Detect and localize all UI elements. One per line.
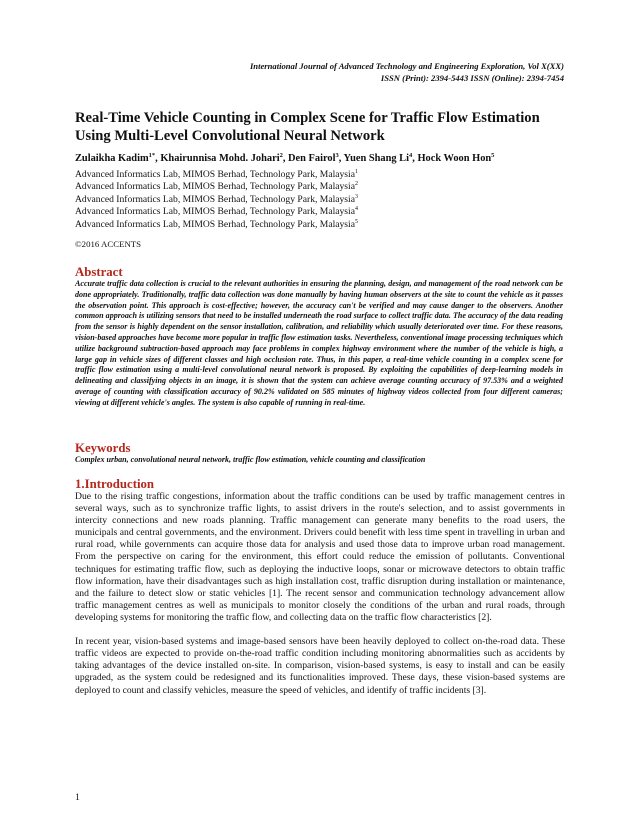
author-superscript: 1* xyxy=(148,152,156,159)
introduction-paragraph: In recent year, vision-based systems and image-based sensors have been heavily deployed to collect on-the-road data. These traffic videos are expected to provide on-the-road traffic condition including monitoring abnormalities such as accidents by taking advantages of the device installed on-site. In comparison, vision-based systems, is easy to install and can be easily upgraded, as the system could be redesigned and its functionalities improved. These days, these vision-based systems are deployed to count and classify vehicles, measure the speed of vehicles, and identify of traffic incidents [3]. xyxy=(75,636,565,696)
keywords-text: Complex urban, convolutional neural network, traffic flow estimation, vehicle counting and classification xyxy=(75,455,426,464)
affiliation-superscript: 3 xyxy=(354,193,358,200)
affiliation-line xyxy=(75,181,575,193)
affiliation-text: Advanced Informatics Lab, MIMOS Berhad, Technology Park, Malaysia xyxy=(75,193,355,205)
keywords-heading: Keywords xyxy=(75,441,131,455)
affiliation-line xyxy=(75,206,575,218)
author-superscript: 2 xyxy=(279,152,283,159)
author-separator: , xyxy=(412,153,418,164)
author-name: Yuen Shang Li xyxy=(343,153,409,164)
affiliation-superscript: 4 xyxy=(354,206,358,213)
affiliation-line xyxy=(75,169,575,181)
affiliation-text: Advanced Informatics Lab, MIMOS Berhad, Technology Park, Malaysia xyxy=(75,218,355,230)
abstract-heading: Abstract xyxy=(75,265,123,279)
journal-header xyxy=(250,60,564,84)
author-superscript: 5 xyxy=(491,152,495,159)
affiliation-line xyxy=(75,219,575,231)
page-number: 1 xyxy=(75,792,80,803)
author-name: Den Fairol xyxy=(288,153,336,164)
journal-issn: ISSN (Print): 2394-5443 ISSN (Online): 2394-7454 xyxy=(380,73,564,83)
copyright-notice: ©2016 ACCENTS xyxy=(75,239,142,249)
affiliation-text: Advanced Informatics Lab, MIMOS Berhad, Technology Park, Malaysia xyxy=(75,181,355,193)
author-separator: , xyxy=(282,153,289,164)
introduction-body xyxy=(75,491,565,709)
author-separator: , xyxy=(155,153,161,164)
author-name: Hock Woon Hon xyxy=(417,153,492,164)
author-separator: , xyxy=(338,153,344,164)
author-name: Khairunnisa Mohd. Johari xyxy=(160,153,280,164)
author-name: Zulaikha Kadim xyxy=(75,153,149,164)
introduction-heading: 1.Introduction xyxy=(75,477,155,491)
author-list xyxy=(75,152,575,165)
affiliation-line xyxy=(75,194,575,206)
affiliation-text: Advanced Informatics Lab, MIMOS Berhad, Technology Park, Malaysia xyxy=(75,206,355,218)
author-superscript: 3 xyxy=(335,152,339,159)
affiliation-superscript: 2 xyxy=(354,181,358,188)
journal-title: International Journal of Advanced Technology and Engineering Exploration, Vol X(XX) xyxy=(249,61,564,71)
affiliation-text: Advanced Informatics Lab, MIMOS Berhad, Technology Park, Malaysia xyxy=(75,169,355,180)
affiliation-list xyxy=(75,169,575,231)
author-superscript: 4 xyxy=(409,152,413,159)
abstract-text: Accurate traffic data collection is crucial to the relevant authorities in ensuring the planning, design, and management of the road network can be done appropriately. Traditionally, traffic data collection was done manually by having human observers at the site to count the vehicle as it passes the observation point. This approach is cost-effective; however, the accuracy can't be verified and may cause danger to the observers. Another common approach is utilizing sensors that need to be installed underneath the road surface to collect traffic data. The accuracy of the data reading from the sensor is highly dependent on the sensor installation, calibration, and reliability which usually deteriorated over time. For these reasons, vision-based approaches have become more popular in traffic flow estimation tasks. Nevertheless, conventional image processing techniques which utilize background subtraction-based approach may face problems in complex highway environment where the number of the vehicle is high, a large gap in vehicle sizes of different classes and high occlusion rate. Thus, in this paper, a real-time vehicle counting in a complex scene for traffic flow estimation using a multi-level convolutional neural network is proposed. By exploiting the capabilities of deep-learning models in delineating and classifying objects in an image, it is shown that the system can achieve average counting accuracy of 97.53% and a weighted average of counting with classification accuracy of 90.2% validated on 585 minutes of highway videos collected from four different cameras; viewing at different vehicle's angles. The system is also capable of running in real-time. xyxy=(75,279,563,407)
introduction-paragraph: Due to the rising traffic congestions, information about the traffic conditions can be used by traffic management centres in several ways, such as to synchronize traffic lights, to assist drivers in the route's selection, and to assist governments in intercity connections and new roads planning. Traffic management can generate many benefits to the road users, the municipals and central governments, and the environment. Drivers could benefit with less time spent in travelling in urban and rural road, while governments can acquire those data for analysis and used those data to improve urban road management. From the perspective on caring for the environment, this effort could reduce the emission of pollutants. Conventional techniques for estimating traffic flow, such as deploying the inductive loops, sonar or microwave detectors to obtain traffic flow information, have their disadvantages such as high installation cost, traffic disruption during installation or maintenance, and the failure to detect slow or static vehicles [1]. The recent sensor and communication technology advancement allow traffic management centres as well as municipals to monitor closely the conditions of the urban and rural roads, through developing systems for monitoring the traffic flow, and collecting data on the traffic flow characteristics [2]. xyxy=(75,491,565,623)
affiliation-superscript: 1 xyxy=(354,169,358,175)
paper-title: Real-Time Vehicle Counting in Complex Scene for Traffic Flow Estimation Using Multi-Level Convolutional Neural Network xyxy=(75,110,540,144)
affiliation-superscript: 5 xyxy=(354,218,358,225)
